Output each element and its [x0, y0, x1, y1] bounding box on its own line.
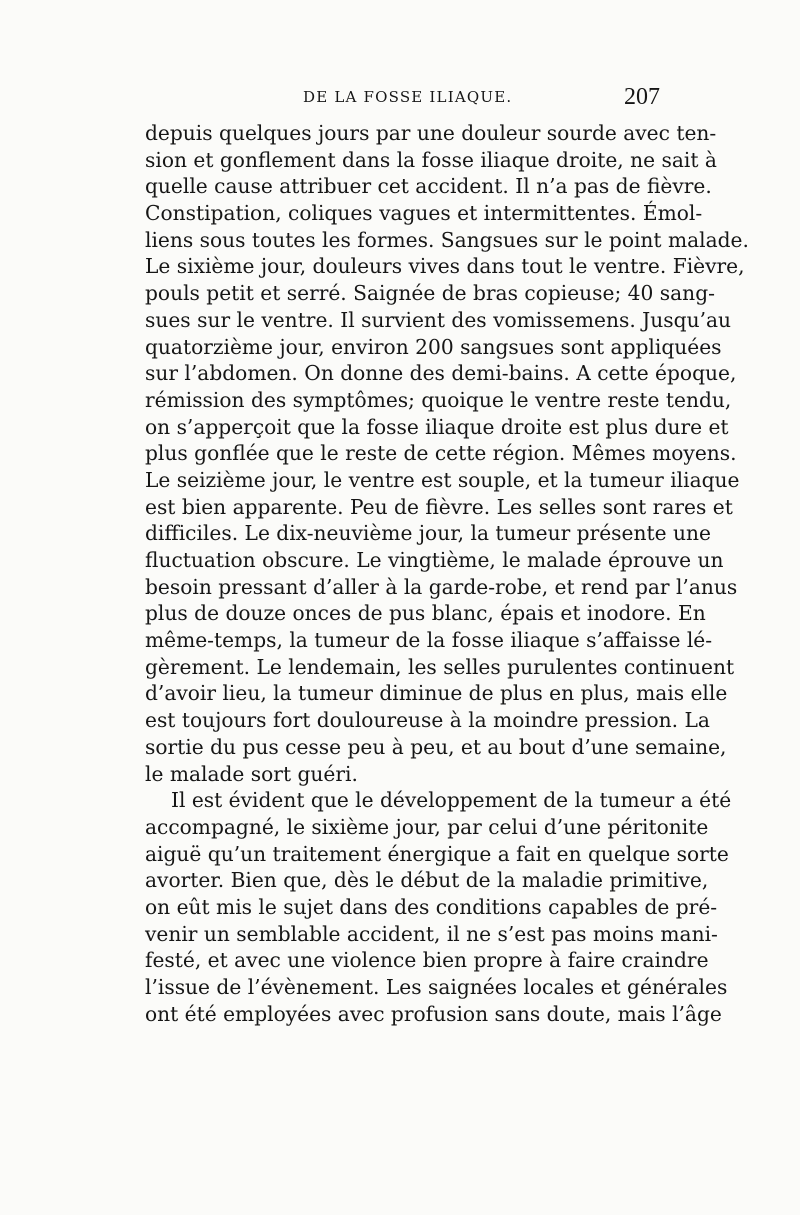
text-line: accompagné, le sixième jour, par celui d’une péritonite — [145, 814, 709, 839]
text-line: festé, et avec une violence bien propre à faire craindre — [145, 948, 709, 973]
text-line: est bien apparente. Peu de fièvre. Les selles sont rares et — [145, 494, 733, 519]
text-line: sion et gonflement dans la fosse iliaque droite, ne sait à — [145, 147, 717, 172]
text-line: fluctuation obscure. Le vingtième, le malade éprouve un — [145, 548, 724, 572]
text-line: depuis quelques jours par une douleur sourde avec ten- — [145, 121, 717, 145]
text-line: Il est évident que le développement de la tumeur a été — [171, 788, 732, 813]
text-line: ont été employées avec profusion sans doute, mais l’âge — [145, 1001, 722, 1026]
text-line: Constipation, coliques vagues et intermittentes. Émol- — [145, 201, 703, 226]
text-line: besoin pressant d’aller à la garde-robe, et rend par l’anus — [145, 574, 738, 599]
text-line: venir un semblable accident, il ne s’est pas moins mani- — [145, 921, 718, 946]
text-line: rémission des symptômes; quoique le ventre reste tendu, — [145, 387, 732, 412]
text-line: plus de douze onces de pus blanc, épais et inodore. En — [145, 601, 706, 626]
text-line: avorter. Bien que, dès le début de la maladie primitive, — [145, 868, 709, 893]
running-head — [145, 86, 660, 120]
text-line: on eût mis le sujet dans des conditions capables de pré- — [145, 894, 718, 919]
text-line: Le sixième jour, douleurs vives dans tout le ventre. Fièvre, — [145, 254, 745, 279]
text-line: on s’apperçoit que la fosse iliaque droite est plus dure et — [145, 414, 729, 439]
text-line: liens sous toutes les formes. Sangsues sur le point malade. — [145, 227, 749, 252]
text-line: sues sur le ventre. Il survient des vomissemens. Jusqu’au — [145, 307, 732, 332]
running-title: DE LA FOSSE ILIAQUE. — [303, 88, 513, 106]
body-text — [145, 120, 749, 1027]
text-line: d’avoir lieu, la tumeur diminue de plus en plus, mais elle — [145, 681, 728, 706]
text-line: sur l’abdomen. On donne des demi-bains. A cette époque, — [145, 361, 737, 386]
text-line: quelle cause attribuer cet accident. Il n’a pas de fièvre. — [145, 174, 712, 199]
text-line: aiguë qu’un traitement énergique a fait en quelque sorte — [145, 841, 729, 866]
text-line: gèrement. Le lendemain, les selles purulentes continuent — [145, 654, 735, 679]
text-line: l’issue de l’évènement. Les saignées locales et générales — [145, 975, 728, 999]
text-line: est toujours fort douloureuse à la moindre pression. La — [145, 708, 710, 733]
text-line: sortie du pus cesse peu à peu, et au bout d’une semaine, — [145, 734, 727, 759]
page-number: 207 — [624, 84, 660, 110]
text-line: Le seizième jour, le ventre est souple, et la tumeur iliaque — [145, 467, 740, 492]
text-line: quatorzième jour, environ 200 sangsues sont appliquées — [145, 334, 722, 359]
text-line: difficiles. Le dix-neuvième jour, la tumeur présente une — [145, 521, 711, 546]
text-line: même-temps, la tumeur de la fosse iliaque s’affaisse lé- — [145, 628, 713, 653]
text-line: le malade sort guéri. — [145, 761, 358, 786]
text-line: pouls petit et serré. Saignée de bras copieuse; 40 sang- — [145, 281, 715, 306]
text-line: plus gonflée que le reste de cette région. Mêmes moyens. — [145, 441, 737, 466]
